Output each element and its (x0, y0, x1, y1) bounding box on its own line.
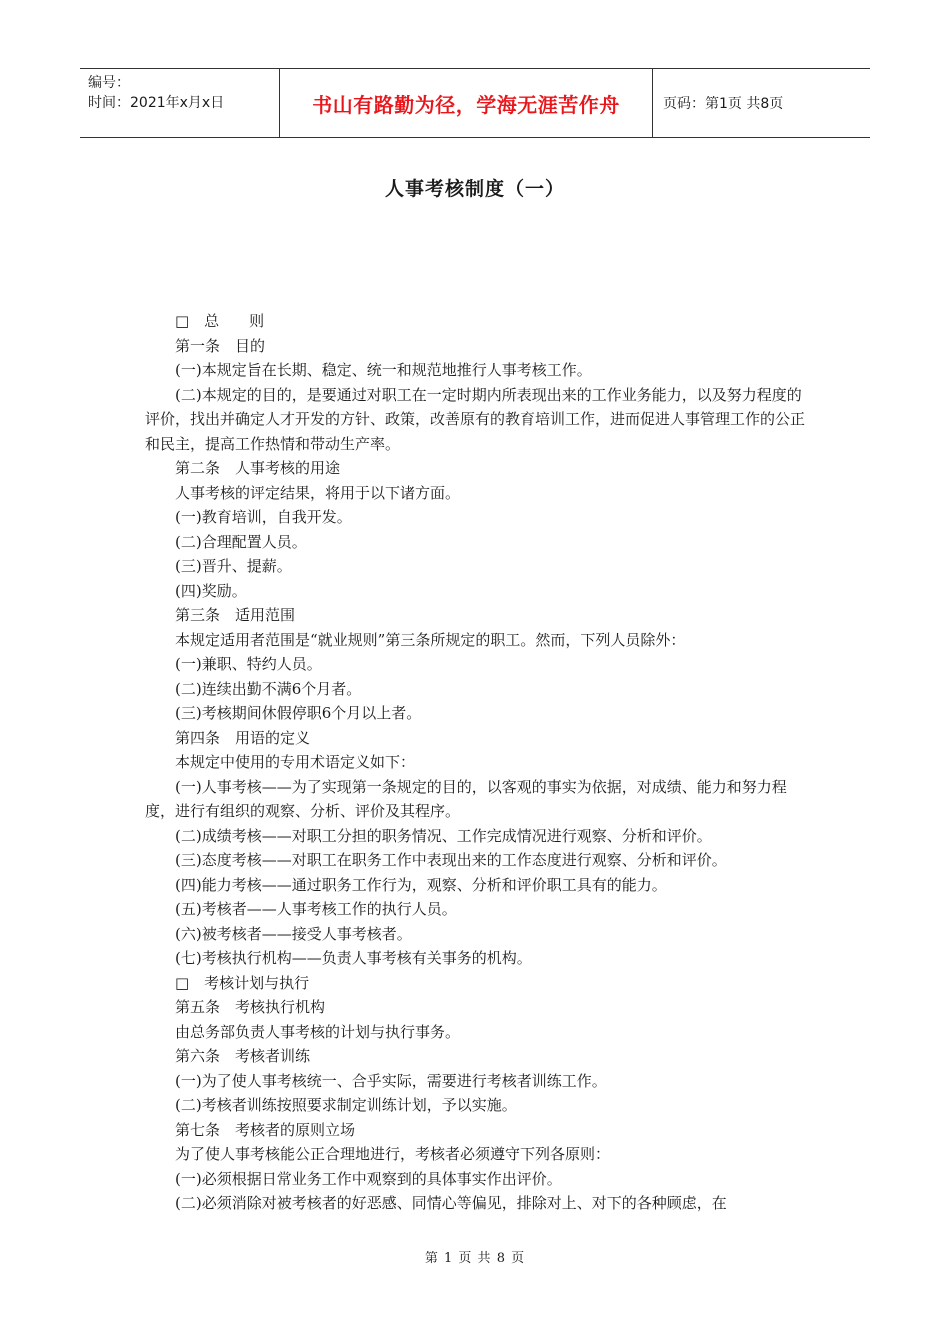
document-title: 人事考核制度（一） (384, 178, 565, 200)
paragraph: (四)奖励。 (175, 581, 247, 600)
paragraph: (二)本规定的目的，是要通过对职工在一定时期内所表现出来的工作业务能力，以及努力程度的评价，找出并确定人才开发的方针、政策，改善原有的教育培训工作，进而促进人事管理工作的公正和民主，提高工作热情和带动生产率。 (145, 385, 806, 453)
paragraph: (三)晋升、提薪。 (175, 557, 292, 575)
paragraph: 第一条 目的 (175, 336, 266, 355)
page-footer: 第 1 页 共 8 页 (424, 1251, 526, 1266)
paragraph: 由总务部负责人事考核的计划与执行事务。 (175, 1022, 461, 1041)
paragraph: □ 总 则 (175, 312, 265, 330)
paragraph: (六)被考核者——接受人事考核者。 (175, 924, 412, 943)
paragraph: (一)人事考核——为了实现第一条规定的目的，以客观的事实为依据，对成绩、能力和努力程度，进行有组织的观察、分析、评价及其程序。 (145, 777, 787, 820)
paragraph: 第二条 人事考核的用途 (175, 459, 341, 477)
paragraph: (二)考核者训练按照要求制定训练计划，予以实施。 (175, 1096, 517, 1114)
paragraph: 第七条 考核者的原则立场 (175, 1120, 356, 1139)
paragraph: (七)考核执行机构——负责人事考核有关事务的机构。 (175, 949, 532, 967)
paragraph: (一)教育培训，自我开发。 (175, 508, 352, 526)
document-time-label: 时间：2021年x月x日 (88, 95, 225, 111)
document-body (145, 309, 810, 1216)
header-motto: 书山有路勤为径，学海无涯苦作舟 (280, 69, 653, 137)
paragraph: (一)本规定旨在长期、稳定、统一和规范地推行人事考核工作。 (175, 361, 592, 379)
paragraph: (三)态度考核——对职工在职务工作中表现出来的工作态度进行观察、分析和评价。 (175, 851, 727, 869)
paragraph: (五)考核者——人事考核工作的执行人员。 (175, 900, 457, 918)
paragraph: (二)必须消除对被考核者的好恶感、同情心等偏见，排除对上、对下的各种顾虑，在 (175, 1194, 727, 1212)
paragraph: (二)合理配置人员。 (175, 532, 307, 551)
paragraph: (二)连续出勤不满6个月者。 (175, 679, 362, 698)
paragraph: (一)必须根据日常业务工作中观察到的具体事实作出评价。 (175, 1169, 562, 1188)
header-meta-cell (80, 69, 280, 137)
paragraph: 本规定中使用的专用术语定义如下： (175, 753, 416, 771)
paragraph: 为了使人事考核能公正合理地进行，考核者必须遵守下列各原则： (175, 1145, 611, 1163)
paragraph: (一)兼职、特约人员。 (175, 655, 322, 673)
paragraph: 第六条 考核者训练 (175, 1047, 311, 1065)
paragraph: (一)为了使人事考核统一、合乎实际，需要进行考核者训练工作。 (175, 1071, 607, 1090)
paragraph: 第三条 适用范围 (175, 606, 296, 624)
paragraph: 第四条 用语的定义 (175, 728, 311, 747)
paragraph: (二)成绩考核——对职工分担的职务情况、工作完成情况进行观察、分析和评价。 (175, 826, 712, 845)
paragraph: 人事考核的评定结果，将用于以下诸方面。 (175, 483, 461, 502)
paragraph: (四)能力考核——通过职务工作行为，观察、分析和评价职工具有的能力。 (175, 875, 667, 894)
header-table (80, 68, 870, 138)
paragraph: (三)考核期间休假停职6个月以上者。 (175, 704, 422, 722)
document-number-label: 编号： (88, 75, 130, 91)
paragraph: 第五条 考核执行机构 (175, 998, 326, 1016)
header-page-info: 页码：第1页 共8页 (663, 96, 784, 112)
paragraph: □ 考核计划与执行 (175, 973, 310, 992)
paragraph: 本规定适用者范围是“就业规则”第三条所规定的职工。然而，下列人员除外： (175, 630, 686, 649)
